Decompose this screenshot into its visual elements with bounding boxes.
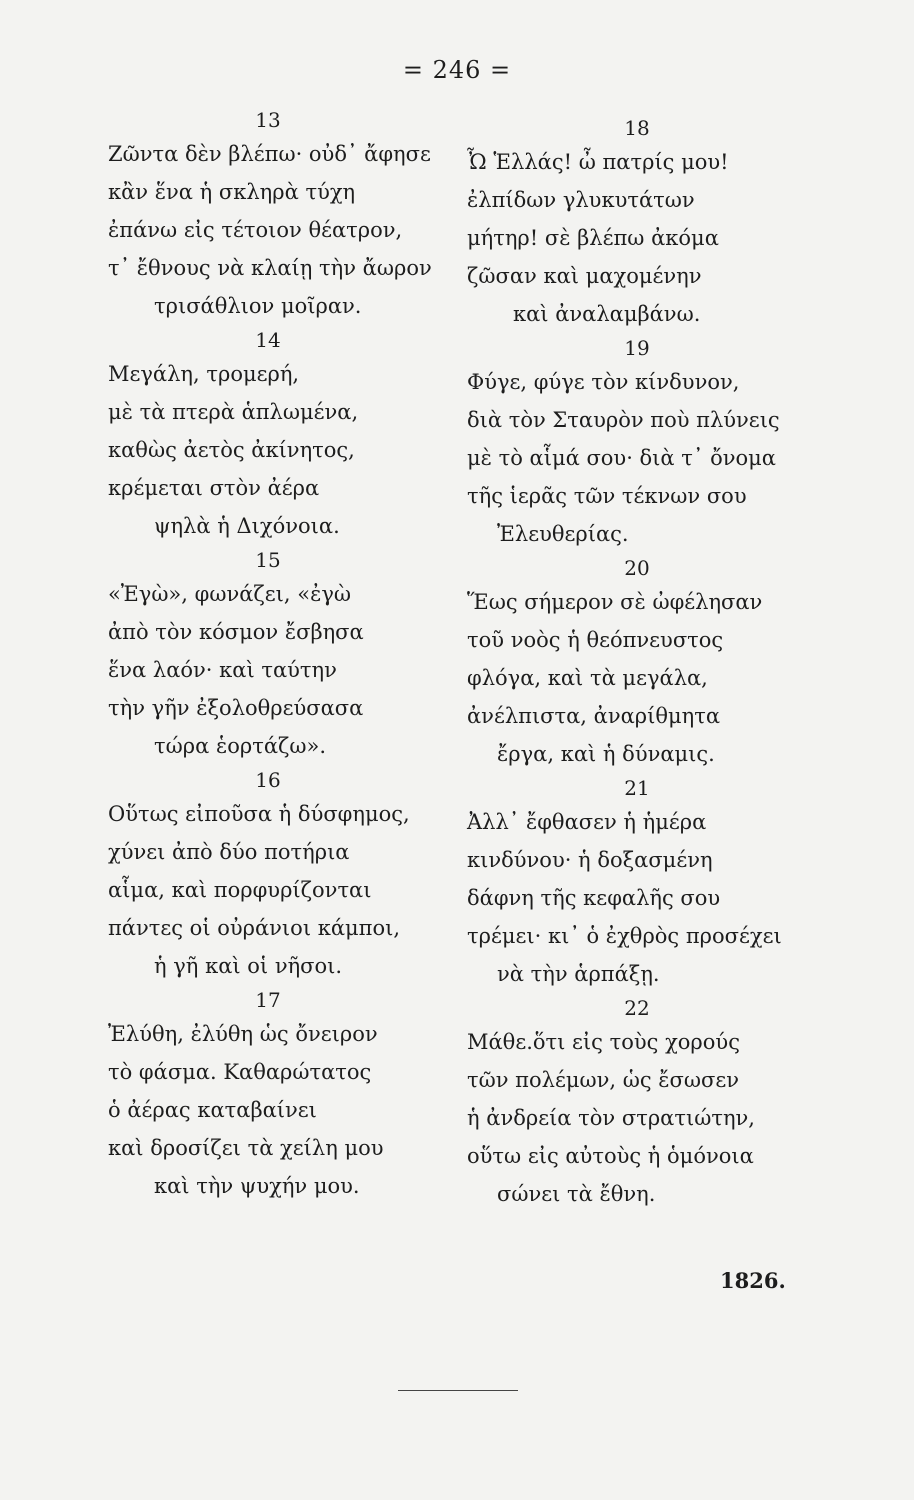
verse-line: ἐλπίδων γλυκυτάτων <box>467 188 695 212</box>
stanza-22 <box>467 993 817 1213</box>
verse-line: πάντες οἱ οὐράνιοι κάμποι, <box>108 916 401 940</box>
verse-line: μὲ τὸ αἷμά σου· διὰ τ᾽ ὄνομα <box>467 446 776 470</box>
stanza-19 <box>467 333 817 553</box>
stanza-21 <box>467 773 817 993</box>
verse-line: Ὦ Ἑλλάς! ὦ πατρίς μου! <box>467 150 729 174</box>
verse-line: καθὼς ἀετὸς ἀκίνητος, <box>108 438 355 462</box>
verse-line: καὶ δροσίζει τὰ χείλη μου <box>108 1136 384 1160</box>
verse-line: τρέμει· κι᾽ ὁ ἐχθρὸς προσέχει <box>467 924 782 948</box>
verse-line: τὴν γῆν ἐξολοθρεύσασα <box>108 696 364 720</box>
verse-line: ψηλὰ ἡ Διχόνοια. <box>154 514 340 538</box>
verse-line: Ζῶντα δὲν βλέπω· οὐδ᾽ ἄφησε <box>108 142 431 166</box>
verse-line: τῶν πολέμων, ὡς ἔσωσεν <box>467 1068 739 1092</box>
verse-line: δάφνη τῆς κεφαλῆς σου <box>467 886 721 910</box>
verse-line: τρισάθλιον μοῖραν. <box>154 294 362 318</box>
end-rule-divider <box>398 1390 518 1391</box>
verse-line: Ἐλύθη, ἐλύθη ὡς ὄνειρον <box>108 1022 378 1046</box>
verse-line: ἔργα, καὶ ἡ δύναμις. <box>497 742 715 766</box>
date-signature: 1826. <box>720 1268 786 1293</box>
stanza-number: 18 <box>624 116 650 140</box>
verse-line: μὲ τὰ πτερὰ ἁπλωμένα, <box>108 400 359 424</box>
verse-line: ἕνα λαόν· καὶ ταύτην <box>108 658 337 682</box>
verse-line: ἀπὸ τὸν κόσμον ἔσβησα <box>108 620 364 644</box>
stanza-number: 22 <box>624 996 650 1020</box>
verse-line: ὁ ἀέρας καταβαίνει <box>108 1098 317 1122</box>
stanza-number: 16 <box>255 768 281 792</box>
stanza-14 <box>108 325 458 545</box>
stanza-number: 20 <box>624 556 650 580</box>
stanza-number: 17 <box>255 988 281 1012</box>
verse-line: οὕτω εἰς αὐτοὺς ἡ ὁμόνοια <box>467 1144 754 1168</box>
verse-line: φλόγα, καὶ τὰ μεγάλα, <box>467 666 708 690</box>
verse-line: κρέμεται στὸν ἀέρα <box>108 476 320 500</box>
left-column <box>108 105 458 1205</box>
verse-line: ἡ ἀνδρεία τὸν στρατιώτην, <box>467 1106 755 1130</box>
verse-line: Φύγε, φύγε τὸν κίνδυνον, <box>467 370 740 394</box>
stanza-number: 13 <box>255 108 281 132</box>
verse-line: Μεγάλη, τρομερή, <box>108 362 300 386</box>
verse-line: τώρα ἑορτάζω». <box>154 734 327 758</box>
stanza-15 <box>108 545 458 765</box>
verse-line: τ᾽ ἔθνους νὰ κλαίῃ τὴν ἄωρον <box>108 256 432 280</box>
verse-line: Ἕως σήμερον σὲ ὠφέλησαν <box>467 590 763 614</box>
verse-line: τὸ φάσμα. Καθαρώτατος <box>108 1060 372 1084</box>
stanza-13 <box>108 105 458 325</box>
verse-line: ἐπάνω εἰς τέτοιον θέατρον, <box>108 218 403 242</box>
stanza-18 <box>467 113 817 333</box>
verse-line: αἷμα, καὶ πορφυρίζονται <box>108 878 372 902</box>
right-column <box>467 113 817 1213</box>
stanza-16 <box>108 765 458 985</box>
stanza-number: 21 <box>624 776 650 800</box>
stanza-20 <box>467 553 817 773</box>
verse-line: χύνει ἀπὸ δύο ποτήρια <box>108 840 350 864</box>
verse-line: κινδύνου· ἡ δοξασμένη <box>467 848 713 872</box>
verse-line: καὶ τὴν ψυχήν μου. <box>154 1174 360 1198</box>
verse-line: Ἀλλ᾽ ἔφθασεν ἡ ἡμέρα <box>467 810 707 834</box>
verse-line: καὶ ἀναλαμβάνω. <box>513 302 701 326</box>
verse-line: μήτηρ! σὲ βλέπω ἀκόμα <box>467 226 719 250</box>
page-number: = 246 = <box>402 56 512 84</box>
stanza-number: 15 <box>255 548 281 572</box>
verse-line: τῆς ἱερᾶς τῶν τέκνων σου <box>467 484 747 508</box>
stanza-17 <box>108 985 458 1205</box>
verse-line: ζῶσαν καὶ μαχομένην <box>467 264 702 288</box>
verse-line: ἀνέλπιστα, ἀναρίθμητα <box>467 704 721 728</box>
verse-line: νὰ τὴν ἁρπάξῃ. <box>497 962 660 986</box>
verse-line: «Ἐγὼ», φωνάζει, «ἐγὼ <box>108 582 352 606</box>
stanza-number: 19 <box>624 336 650 360</box>
verse-line: διὰ τὸν Σταυρὸν ποὺ πλύνεις <box>467 408 780 432</box>
stanza-number: 14 <box>255 328 281 352</box>
verse-line: τοῦ νοὸς ἡ θεόπνευστος <box>467 628 724 652</box>
verse-line: Μάθε.ὅτι εἰς τοὺς χορούς <box>467 1030 740 1054</box>
verse-line: σώνει τὰ ἔθνη. <box>497 1182 656 1206</box>
verse-line: κἂν ἕνα ἡ σκληρὰ τύχη <box>108 180 356 204</box>
verse-line: Ἐλευθερίας. <box>497 522 629 546</box>
verse-line: ἡ γῆ καὶ οἱ νῆσοι. <box>154 954 343 978</box>
verse-line: Οὕτως εἰποῦσα ἡ δύσφημος, <box>108 802 410 826</box>
